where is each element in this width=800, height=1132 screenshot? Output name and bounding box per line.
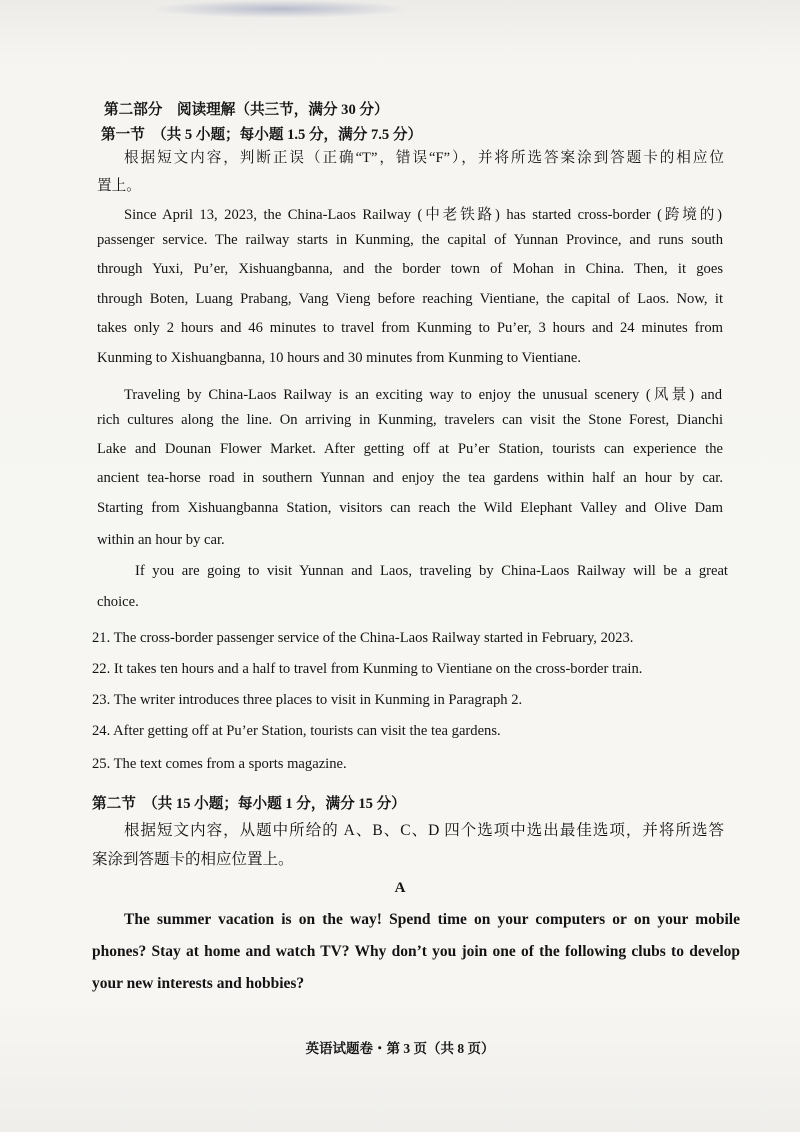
question-24: 24. After getting off at Pu’er Station, tourists can visit the tea gardens. bbox=[92, 723, 501, 739]
section1-instruction-line: 置上。 bbox=[97, 178, 141, 194]
question-25: 25. The text comes from a sports magazine. bbox=[92, 756, 347, 772]
passage-line: rich cultures along the line. On arriving in Kunming, travelers can visit the Stone Forest, Dianchi bbox=[97, 412, 723, 428]
passage-line: If you are going to visit Yunnan and Laos, traveling by China-Laos Railway will be a great bbox=[135, 563, 728, 579]
passage-a-label: A bbox=[394, 880, 406, 896]
question-23: 23. The writer introduces three places to visit in Kunming in Paragraph 2. bbox=[92, 692, 523, 708]
passage-line: through Yuxi, Pu’er, Xishuangbanna, and the border town of Mohan in China. Then, it goes bbox=[97, 261, 723, 277]
passage-line: Kunming to Xishuangbanna, 10 hours and 30 minutes from Kunming to Vientiane. bbox=[97, 350, 582, 366]
passage-line: ancient tea-horse road in southern Yunnan and enjoy the tea gardens within half an hour by car. bbox=[97, 470, 723, 486]
part2-header: 第二部分 阅读理解（共三节，满分 30 分） bbox=[104, 102, 389, 118]
question-21: 21. The cross-border passenger service of the China-Laos Railway started in February, 2023. bbox=[92, 630, 634, 646]
passage-a-line: phones? Stay at home and watch TV? Why don’t you join one of the following clubs to develop bbox=[92, 943, 740, 960]
passage-a-line: The summer vacation is on the way! Spend time on your computers or on your mobile bbox=[124, 911, 740, 928]
passage-line: Since April 13, 2023, the China-Laos Railway (中老铁路) has started cross-border (跨境的) bbox=[124, 207, 722, 223]
passage-a-line: your new interests and hobbies? bbox=[92, 975, 305, 992]
scan-smudge bbox=[150, 0, 410, 18]
passage-line: Starting from Xishuangbanna Station, visitors can reach the Wild Elephant Valley and Olive Dam bbox=[97, 500, 723, 516]
page-footer: 英语试题卷・第 3 页（共 8 页） bbox=[305, 1041, 495, 1056]
passage-line: choice. bbox=[97, 594, 139, 610]
section2-instruction-line: 根据短文内容，从题中所给的 A、B、C、D 四个选项中选出最佳选项，并将所选答 bbox=[124, 822, 724, 839]
passage-line: through Boten, Luang Prabang, Vang Vieng before reaching Vientiane, the capital of Laos. Now, it bbox=[97, 291, 723, 307]
question-22: 22. It takes ten hours and a half to travel from Kunming to Vientiane on the cross-border train. bbox=[92, 661, 643, 677]
section2-header: 第二节 （共 15 小题；每小题 1 分，满分 15 分） bbox=[92, 796, 406, 812]
section2-instruction-line: 案涂到答题卡的相应位置上。 bbox=[92, 851, 294, 868]
passage-line: takes only 2 hours and 46 minutes to travel from Kunming to Pu’er, 3 hours and 24 minutes from bbox=[97, 320, 723, 336]
passage-line: within an hour by car. bbox=[97, 532, 225, 548]
passage-line: Traveling by China-Laos Railway is an exciting way to enjoy the unusual scenery (风景) and bbox=[124, 387, 722, 403]
passage-line: Lake and Dounan Flower Market. After getting off at Pu’er Station, tourists can experience the bbox=[97, 441, 723, 457]
passage-line: passenger service. The railway starts in Kunming, the capital of Yunnan Province, and runs south bbox=[97, 232, 723, 248]
section1-instruction-line: 根据短文内容，判断正误（正确“T”，错误“F”），并将所选答案涂到答题卡的相应位 bbox=[124, 150, 724, 166]
section1-header: 第一节 （共 5 小题；每小题 1.5 分，满分 7.5 分） bbox=[101, 127, 423, 143]
